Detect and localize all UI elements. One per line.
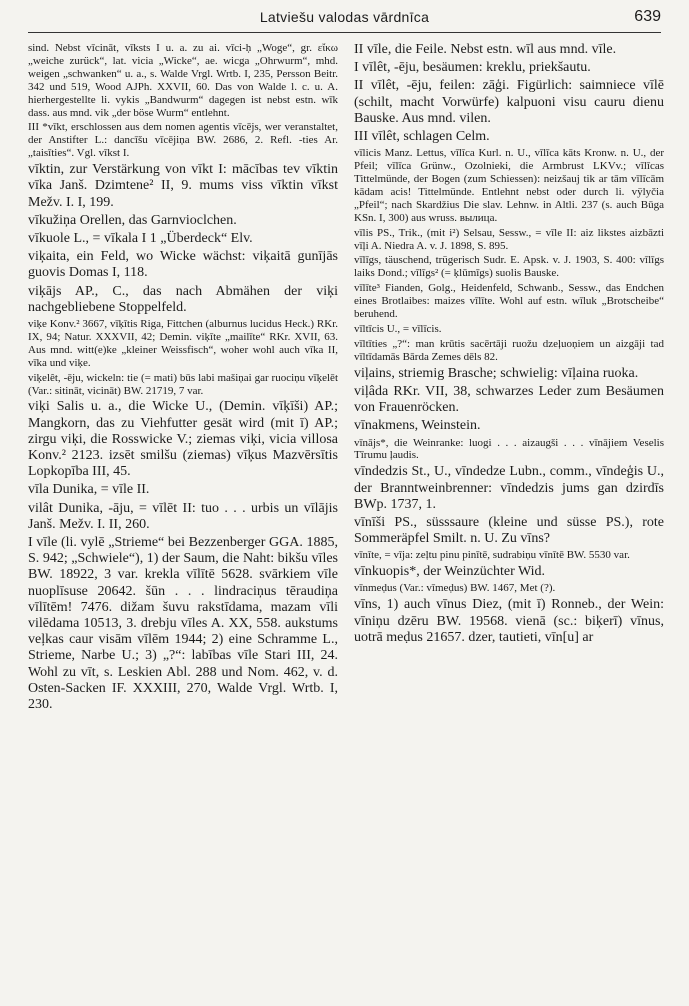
left-column	[28, 42, 338, 992]
dictionary-entry: viķelêt, -ēju, wickeln: tie (= mati) būs labi mašiņai gar ruociņu vīķelēt (Var.: sitināt, vicināt) BW. 21719, 7 var.	[28, 371, 338, 397]
dictionary-entry: vīndedzis St., U., vīndedze Lubn., comm., vīndeģis U., der Branntweinbrenner: vīndedzis jums gan dzirdīs BWp. 1737, 1.	[354, 464, 664, 512]
dictionary-entry: vīlīgs, täuschend, trügerisch Sudr. E. Apsk. v. J. 1903, S. 400: vīlīgs laiks Dond.; vīlīgs² (= ķlūmīgs) suolis Bauske.	[354, 254, 664, 280]
dictionary-entry: vīnīši PS., süsssaure (kleine und süsse PS.), rote Sommeräpfel Smilt. n. U. Zu vīns?	[354, 514, 664, 547]
dictionary-entry: I vīlêt, -ēju, besäumen: kreklu, priekšautu.	[354, 60, 591, 76]
dictionary-entry: III *vīkt, erschlossen aus dem nomen agentis vīcējs, wer veranstaltet, der Anstifter L.: dancīšu vīcējiņa BW. 2686, 2. Refl. -ties Ar. „taisīties“. Vgl. vīkst I.	[28, 121, 338, 160]
dictionary-entry: vīns, 1) auch vīnus Diez, (mit ī) Ronneb., der Wein: vīniņu dzēru BW. 19568. vienā (sc.: biķerī) vīnus, uotrā meḍus 21657. dzer, tautieti, vīn[u] ar	[354, 597, 664, 645]
dictionary-entry: viķājs AP., C., das nach Abmähen der viķi nachgebliebene Stoppelfeld.	[28, 283, 338, 315]
dictionary-entry: I vīle (li. vylē „Strieme“ bei Bezzenberger GGA. 1885, S. 942; „Schwiele“), 1) der Saum, die Naht: bikšu vīles BW. 18922, 3 var. krekla vīlītē 5628. svārkiem vīle nuoplīsuse 20642. šūn . . . lindraciņus tēraudiņa vīlītēm! 7476. dižam šuvu rakstīdama, mazam vīli vilēdama 10513, 3. drebju vīles A. XX, 558. aukstums veļkas caur visām vīlēm 1944; 2) eine Schramme L., Strieme, Narbe U.; 3) „?“: labības vīle Stari III, 24. Wohl zu vīt, s. Leskien Abl. 288 und Nom. 462, v. d. Osten-Sacken IF. XXXIII, 270, Walde Vrgl. Wrtb. I, 230.	[28, 535, 338, 713]
dictionary-entry: vīkuole L., = vīkala I 1 „Überdeck“ Elv.	[28, 230, 253, 246]
dictionary-entry: II vīle, die Feile. Nebst estn. wīl aus mnd. vīle.	[354, 42, 617, 57]
dictionary-entry: viļâda RKr. VII, 38, schwarzes Leder zum Besäumen von Frauenröcken.	[354, 383, 664, 416]
dictionary-entry: II vīlêt, -ēju, feilen: zāģi. Figürlich: saimniece vīlē (schilt, macht Vorwürfe) kalpuoni visu cauru dienu Bauske. Aus mnd. vilen.	[354, 78, 664, 126]
dictionary-entry: vīlicis Manz. Lettus, vīlīca Kurl. n. U., vīlīca kāts Kronw. n. U., der Pfeil; vīlīca Grünw., Ozolnieki, die Armbrust LKVv.; vīlīcas Tittelmünde, der Bogen (zum Schiessen): neizšauj tik ar tām vīlīcām kādam acis! Tittelmünde. Entlehnt nebst oder durch li. vÿlyčia „Pfeil“; nach Skardžius Die slav. Lehnw. in Altli. 237 (s. auch Būga KSn. I, 300) aus wruss. вылица.	[354, 147, 664, 224]
dictionary-entry: vīlis PS., Trik., (mit i²) Selsau, Sessw., = vīle II: aiz likstes aizbāzti vīļi A. Niedra A. v. J. 1898, S. 895.	[354, 226, 664, 252]
dictionary-entry: vīla Dunika, = vīle II.	[28, 482, 150, 498]
dictionary-entry: vīnīte, = vīja: zeļtu pinu pinītē, sudrabiņu vīnītē BW. 5530 var.	[354, 549, 630, 562]
dictionary-entry: III vīlêt, schlagen Celm.	[354, 129, 490, 145]
dictionary-entry: viķaita, ein Feld, wo Wicke wächst: viķaitā gunījās guovis Domas I, 118.	[28, 249, 338, 281]
page-number: 639	[634, 8, 661, 25]
dictionary-entry: vilât Dunika, -āju, = vīlēt II: tuo . . . urbis un vīlājis Janš. Mežv. I. II, 260.	[28, 500, 338, 532]
dictionary-entry: vīktin, zur Verstärkung von vīkt I: mācības tev vīktin vīka Janš. Dzimtene² II, 9. mums viss vīktin vīkst Mežv. I. I, 199.	[28, 162, 338, 210]
dictionary-entry: vīltīcis U., = vīlīcis.	[354, 323, 442, 335]
dictionary-entry: viļains, striemig Brasche; schwielig: vīļaina ruoka.	[354, 365, 639, 381]
dictionary-entry: vīnmeḍus (Var.: vīmeḍus) BW. 1467, Met (?).	[354, 582, 556, 595]
page-header	[28, 6, 661, 33]
dictionary-entry: vīnājs*, die Weinranke: luogi . . . aizaugši . . . vīnājiem Veselis Tīrumu ļaudis.	[354, 436, 664, 462]
dictionary-entry: vīnakmens, Weinstein.	[354, 418, 481, 434]
dictionary-entry: vīlīte³ Fianden, Golg., Heidenfeld, Schwanb., Sessw., das Endchen eines Brotlaibes: maizes vīlīte. Wohl auf estn. wīluk „Brotscheibe“ beruhend.	[354, 282, 664, 321]
right-column	[354, 42, 664, 992]
dictionary-entry: sind. Nebst vīcināt, vīksts I u. a. zu ai. vīci-ḥ „Woge“, gr. εἴκω „weiche zurück“, lat. vicia „Wicke“, ae. wicga „Ohrwurm“, mhd. weigen „schwanken“ u. a., s. Walde Vrgl. Wrtb. I, 235, Persson Beitr. 342 und 519, Wood AJPh. XXVII, 60. Das von Walde l. c. u. A. hierhergestellte li. vykis „Bandwurm“ dagegen ist nebst estn. wīk dass. aus mnd. vik „der böse Wurm“ entlehnt.	[28, 42, 338, 119]
dictionary-entry: viķe Konv.² 3667, vīķītis Riga, Fittchen (alburnus lucidus Heck.) RKr. IX, 94; Natur. XXXVII, 42; Demin. viķīte „mailīte“ RKr. XVII, 63. Aus mnd. witt(e)ke „kleiner Weissfisch“, woher wohl auch vīka II, vīka und viķe.	[28, 317, 338, 369]
dictionary-entry: viķi Salis u. a., die Wicke U., (Demin. vīķīši) AP.; Mangkorn, das zu Viehfutter gesät wird (mit ī) AP.; zirgu viķi, die Rosswicke V.; ziemas viķi, vicia villosa Konv.² 2123. izsēt smilšu (ziemas) vīķus Mazvērsītis Lopkopība III, 45.	[28, 399, 338, 480]
header-title: Latviešu valodas vārdnīca	[259, 9, 430, 25]
dictionary-entry: vīltīties „?“: man krūtis sacērtāji ruožu dzeļuoņiem un aizgāji tad vīltīdamās Bārda Zemes dēls 82.	[354, 337, 664, 363]
dictionary-entry: vīnkuopis*, der Weinzüchter Wid.	[354, 564, 546, 580]
dictionary-entry: vīkužiņa Orellen, das Garnvioclchen.	[28, 212, 237, 228]
